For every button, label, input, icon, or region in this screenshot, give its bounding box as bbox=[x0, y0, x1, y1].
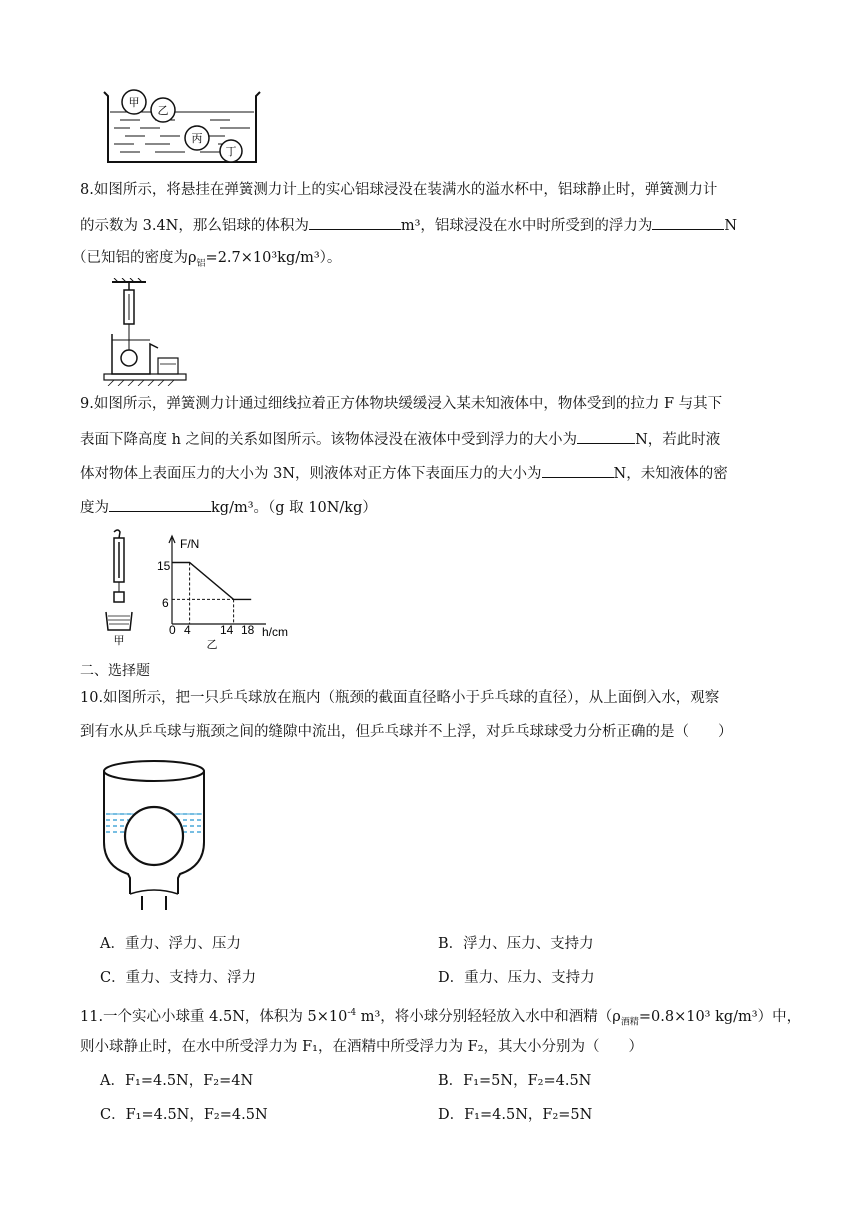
q10-option-c[interactable]: C．重力、支持力、浮力 bbox=[100, 970, 257, 986]
series-line-F bbox=[172, 563, 251, 600]
label-jia: 甲 bbox=[128, 97, 140, 109]
q9-line3: 体对物体上表面压力的大小为 3N，则液体对正方体下表面压力的大小为 N，未知液体的密 bbox=[80, 462, 728, 484]
q9-line4: 度为 kg/m³。（g 取 10N/kg） bbox=[80, 496, 377, 518]
q9-line2: 表面下降高度 h 之间的关系如图所示。该物体浸没在液体中受到浮力的大小为 N，若此时液 bbox=[80, 428, 720, 450]
label-jia-apparatus: 甲 bbox=[113, 635, 125, 647]
figure-bottle-pingpong bbox=[100, 758, 212, 916]
x-tick-0: 0 bbox=[169, 623, 176, 637]
q8-line1: 8.如图所示，将悬挂在弹簧测力计上的实心铝球浸没在装满水的溢水杯中，铝球静止时，弹簧测力计 bbox=[80, 182, 718, 198]
q10-line1: 10.如图所示，把一只乒乓球放在瓶内（瓶颈的截面直径略小于乒乓球的直径），从上面倒入水，观察 bbox=[80, 690, 720, 706]
y-axis-label: F/N bbox=[180, 537, 200, 551]
q9-line1: 9.如图所示，弹簧测力计通过细线拉着正方体物块缓缓浸入某未知液体中，物体受到的拉力 F 与其下 bbox=[80, 396, 723, 412]
label-yi: 乙 bbox=[157, 105, 169, 117]
q10-option-b[interactable]: B．浮力、压力、支持力 bbox=[438, 936, 594, 952]
q11-option-d[interactable]: D．F₁=4.5N，F₂=5N bbox=[438, 1107, 593, 1123]
figure-q9 bbox=[100, 528, 300, 650]
x-tick-14: 14 bbox=[220, 623, 234, 637]
x-tick-18: 18 bbox=[241, 623, 255, 637]
section-heading-choice: 二、选择题 bbox=[80, 663, 150, 679]
q8-blank-buoyancy[interactable] bbox=[652, 214, 724, 230]
q10-option-d[interactable]: D．重力、压力、支持力 bbox=[438, 970, 595, 986]
q9-chart bbox=[157, 536, 288, 650]
q9-blank-bottom-pressure[interactable] bbox=[542, 462, 614, 478]
figure-four-balls bbox=[100, 86, 265, 166]
q8-line2: 的示数为 3.4N，那么铝球的体积为 m³，铝球浸没在水中时所受到的浮力为 N bbox=[80, 214, 737, 236]
q9-blank-density[interactable] bbox=[109, 496, 211, 512]
q10-option-a[interactable]: A．重力、浮力、压力 bbox=[100, 936, 241, 952]
q8-blank-volume[interactable] bbox=[309, 214, 401, 230]
q9-blank-buoyancy[interactable] bbox=[577, 428, 635, 444]
label-ding: 丁 bbox=[225, 146, 237, 158]
q10-line2: 到有水从乒乓球与瓶颈之间的缝隙中流出，但乒乓球并不上浮，对乒乓球球受力分析正确的是（ ） bbox=[80, 724, 733, 740]
x-tick-4: 4 bbox=[184, 623, 191, 637]
pingpong-ball bbox=[125, 807, 183, 865]
q11-option-a[interactable]: A．F₁=4.5N，F₂=4N bbox=[100, 1073, 254, 1089]
y-tick-6: 6 bbox=[162, 596, 169, 610]
q11-option-b[interactable]: B．F₁=5N，F₂=4.5N bbox=[438, 1073, 592, 1089]
y-tick-15: 15 bbox=[157, 559, 171, 573]
figure-spring-scale-overflow-cup bbox=[100, 278, 190, 386]
x-axis-label: h/cm bbox=[262, 625, 289, 639]
q11-line1: 11.一个实心小球重 4.5N，体积为 $5\times 10^{-4}$ m³，将小球分别轻轻放入水中和酒精（$\rho_{酒精}=0.8\times 10^3$ kg/m³）中， bbox=[80, 1008, 802, 1028]
label-bing: 丙 bbox=[191, 133, 203, 145]
q11-option-c[interactable]: C．F₁=4.5N，F₂=4.5N bbox=[100, 1107, 268, 1123]
q11-line2: 则小球静止时，在水中所受浮力为 F₁，在酒精中所受浮力为 F₂，其大小分别为（ ） bbox=[80, 1039, 643, 1055]
label-yi-chart: 乙 bbox=[206, 639, 218, 650]
q8-line3: （已知铝的密度为$\rho_铝=2.7\times 10^3kg/m^3$）。 bbox=[72, 250, 342, 269]
